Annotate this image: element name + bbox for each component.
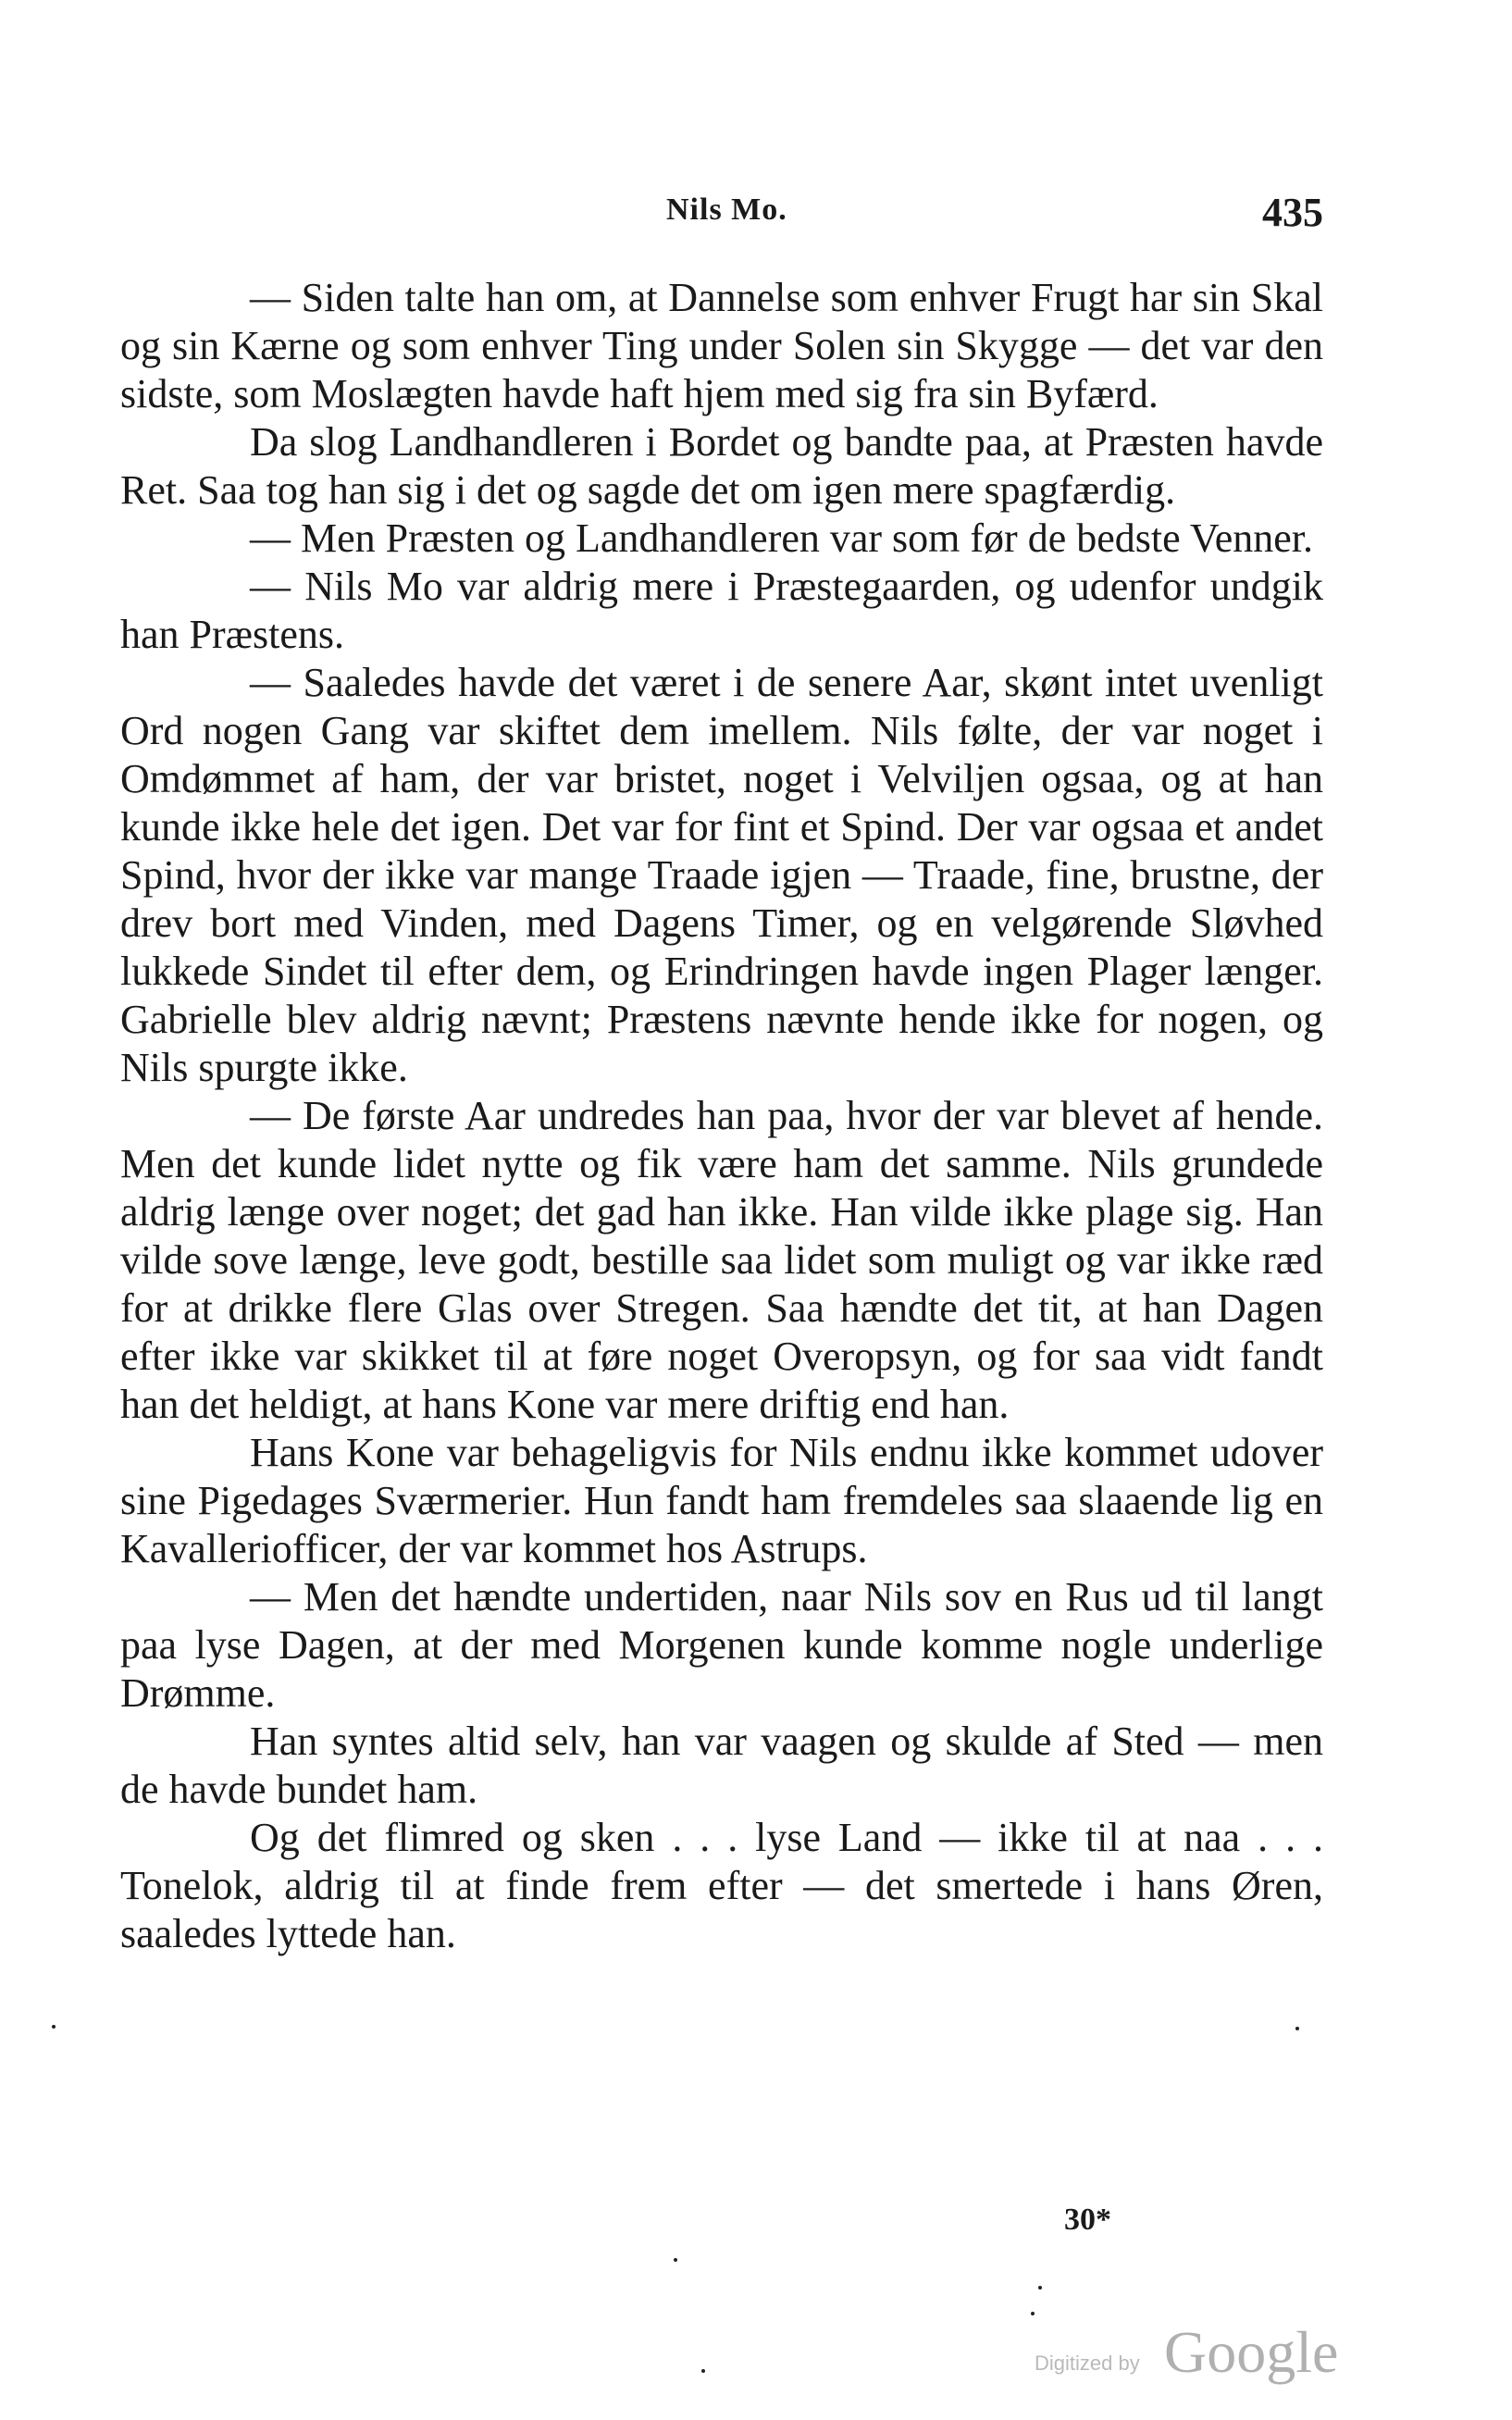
paragraph: — Siden talte han om, at Dannelse som enhver Frugt har sin Skal og sin Kærne og som enhver Ting under Solen sin Skygge — det var den sidste, som Moslægten havde haft hjem med sig fra sin Byfærd. [120, 275, 1323, 416]
paragraph: — De første Aar undredes han paa, hvor der var blevet af hende. Men det kunde lidet nytte og fik være ham det samme. Nils grundede aldrig længe over noget; det gad han ikke. Han vilde ikke plage sig. Han vilde sove længe, leve godt, bestille saa lidet som muligt og var ikke ræd for at drikke flere Glas over Stregen. Saa hændte det tit, at han Dagen efter ikke var skikket til at føre noget Overopsyn, og for saa vidt fandt han det heldigt, at hans Kone var mere driftig end han. [120, 1093, 1323, 1427]
digitized-label: Digitized by [1035, 2352, 1140, 2375]
paragraph: — Saaledes havde det været i de senere Aar, skønt intet uvenligt Ord nogen Gang var skiftet dem imellem. Nils følte, der var noget i Omdømmet af ham, der var bristet, noget i Velviljen ogsaa, og at han kunde ikke hele det igen. Det var for fint et Spind. Der var ogsaa et andet Spind, hvor der ikke var mange Traade igjen — Traade, fine, brustne, der drev bort med Vinden, med Dagens Timer, og en velgørende Sløvhed lukkede Sindet til efter dem, og Erindringen havde ingen Plager længer. Gabrielle blev aldrig nævnt; Præstens nævnte hende ikke for nogen, og Nils spurgte ikke. [120, 660, 1323, 1090]
running-head [120, 185, 1323, 241]
paragraph: — Nils Mo var aldrig mere i Præstegaarden, og udenfor undgik han Præstens. [120, 564, 1323, 657]
scan-speck [1038, 2286, 1042, 2290]
running-title: Nils Mo. [666, 192, 787, 227]
page-number: 435 [1262, 190, 1323, 235]
paragraph: Og det flimred og sken . . . lyse Land — ikke til at naa . . . Tonelok, aldrig til at finde frem efter — det smertede i hans Øren, saaledes lyttede han. [120, 1815, 1323, 1956]
paragraph: Hans Kone var behageligvis for Nils endnu ikke kommet udover sine Pigedages Sværmerier. Hun fandt ham fremdeles saa slaaende lig en Kavalleriofficer, der var kommet hos Astrups. [120, 1430, 1323, 1571]
scan-speck [701, 2369, 705, 2373]
signature-mark: 30* [1064, 2203, 1111, 2237]
scan-speck [1295, 2027, 1299, 2030]
scan-speck [52, 2025, 56, 2029]
paragraph: — Men det hændte undertiden, naar Nils sov en Rus ud til langt paa lyse Dagen, at der med Morgenen kunde komme nogle underlige Drømme. [120, 1574, 1323, 1716]
paragraph: Han syntes altid selv, han var vaagen og skulde af Sted — men de havde bundet ham. [120, 1719, 1323, 1812]
google-logo: Google [1164, 2319, 1339, 2385]
scan-speck [674, 2258, 677, 2262]
paragraph: — Men Præsten og Landhandleren var som før de bedste Venner. [250, 515, 1314, 561]
body-text [120, 274, 1323, 1958]
paragraph: Da slog Landhandleren i Bordet og bandte paa, at Præsten havde Ret. Saa tog han sig i det og sagde det om igen mere spagfærdig. [120, 419, 1323, 513]
scan-speck [1031, 2312, 1035, 2315]
